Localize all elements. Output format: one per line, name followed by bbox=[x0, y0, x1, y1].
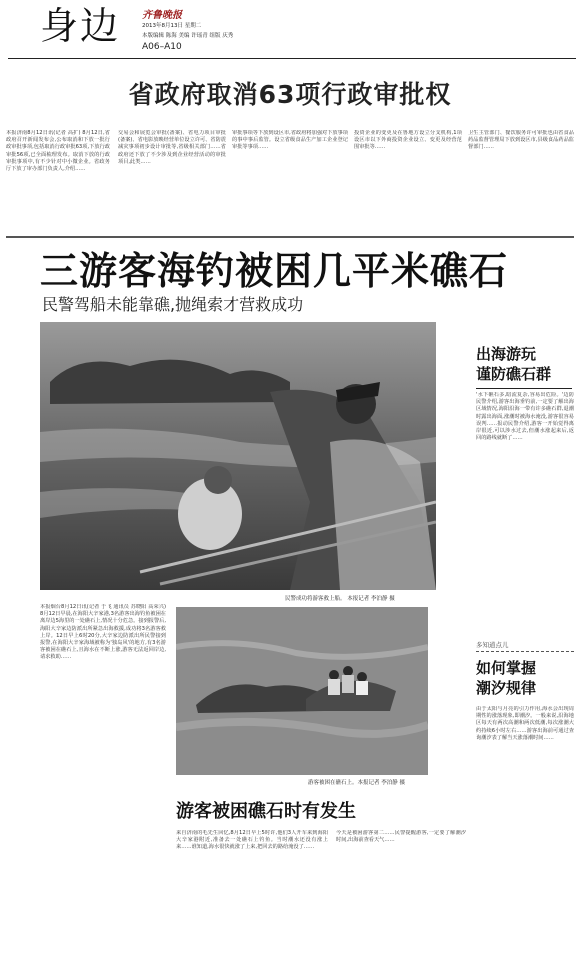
sidebar2-label: 多知道点儿 bbox=[476, 640, 574, 652]
main-article-left-column: 本报烟台8月12日讯(记者 于飞 通讯员 苏晓阳 高荣兴) 8月12日早晨,在海阳大辛家港,3名游客出海钓鱼被困在离岸边5海里的一处礁石上,情况十分危急。接到报警后,海阳大辛家边防派出所紧急出海救援,成功将3名游客救上岸。12日早上6时20分,大辛家边防派出所民警接到报警,在海阳大辛家海域被称为'独岛风'的地方,有3名游客被困在礁石上,且海水在不断上涨,游客无法返回岸边,请求救助…… bbox=[40, 604, 166, 661]
top-article-col-4: 投资企业的变更及在鲁地方设立分支机构,1项设区市以下外商投资企业设立、变更及经营范围审批等…… bbox=[354, 130, 462, 151]
top-headline: 省政府取消63项行政审批权 bbox=[128, 80, 452, 109]
sidebar1-rule bbox=[476, 388, 572, 389]
photo2-caption: 游客被困在礁石上。本报记者 李泊静 摄 bbox=[308, 780, 405, 786]
section-rule bbox=[6, 236, 574, 238]
sidebar1-body: '水下礁石多,暗流复杂,容易出危险。'边防民警介绍,游客出海垂钓前,一定要了解出海区域情况,海阳沿海一带有许多礁石群,退潮时露出海面,涨潮时被海水淹没,游客很容易误判……报动民警介绍,游客一开始觉得离岸很近,可以涉水过去,但潮水涨起来后,返回的路线就断了…… bbox=[476, 392, 574, 442]
top-article-col-3: 审批事项等下放到设区市,省政府将加强对下放事项的事中事后监管。设立省级食品生产加工企业登记审批等事项…… bbox=[232, 130, 348, 151]
rescue-photo bbox=[40, 322, 436, 590]
issue-date: 2013年8月13日 星期二 bbox=[142, 23, 202, 29]
sidebar2-body: 由于太阳与月亮的引力作用,海水会出现周期性的涨落现象,即潮汐。一般来说,沿海地区每天有两次高潮和两次低潮,每次涨潮大约持续6小时左右……游客出海前可通过查询潮汐表了解当天涨落潮时间…… bbox=[476, 706, 574, 741]
photo1-caption: 民警成功将游客救上船。 本报记者 李泊静 摄 bbox=[285, 596, 395, 602]
masthead-rule bbox=[8, 58, 576, 59]
page-editors: 本版编辑 陈海 美编 许瑶青 组版 庆秀 bbox=[142, 33, 234, 39]
section-title: 身边 bbox=[40, 4, 121, 48]
bottom-headline: 游客被困礁石时有发生 bbox=[176, 801, 356, 822]
top-article-col-1: 本报济南8月12日讯(记者 高扩) 8月12日,省政府召开新闻发布会,公布取消和下放一批行政审批事项,包括取消行政审批63项,下放行政审批56项,已全面梳理发布。取消下放的行政审批事项中,有不少针对中小微企业。省政务厅下放了审办部门负责人,介绍…… bbox=[6, 130, 110, 173]
stranded-photo bbox=[176, 607, 428, 775]
page-range: A06–A10 bbox=[142, 42, 182, 52]
main-subheadline: 民警驾船未能靠礁,抛绳索才营救成功 bbox=[42, 295, 304, 314]
paper-logo: 齐鲁晚报 bbox=[142, 10, 182, 21]
top-article-col-2: 交易会和展览会审批(备案)、省电力项目审批(备案)、省电影放映经营单位设立许可、省防震减灾事项初步设计审批等,省级相关部门……省政府还下放了不少涉及到企业经营活动的审批项目,此类…… bbox=[118, 130, 226, 165]
bottom-article-body: 来自济南的毛先生回忆,8月12日早上5时许,他们3人开车来到海阳大辛家港附近,准备去一处礁石上钓鱼。当时潮水还没有涨上来……谁知道,海水很快就涨了上来,把回去的路给淹没了…… bbox=[176, 830, 328, 851]
main-article-right-column: 今天是被困游客第二……民警提醒游客,一定要了解潮汐时间,出海前查看天气…… bbox=[336, 830, 466, 844]
sidebar2-title: 如何掌握 潮汐规律 bbox=[476, 659, 537, 697]
main-headline: 三游客海钓被困几平米礁石 bbox=[40, 249, 509, 293]
top-article-col-5: 卫生主管部门、餐饮服务许可审批也由省食品药品监督管理局下放到设区市,县级食品药品监督部门…… bbox=[468, 130, 574, 151]
sidebar1-title: 出海游玩 谨防礁石群 bbox=[476, 345, 552, 383]
